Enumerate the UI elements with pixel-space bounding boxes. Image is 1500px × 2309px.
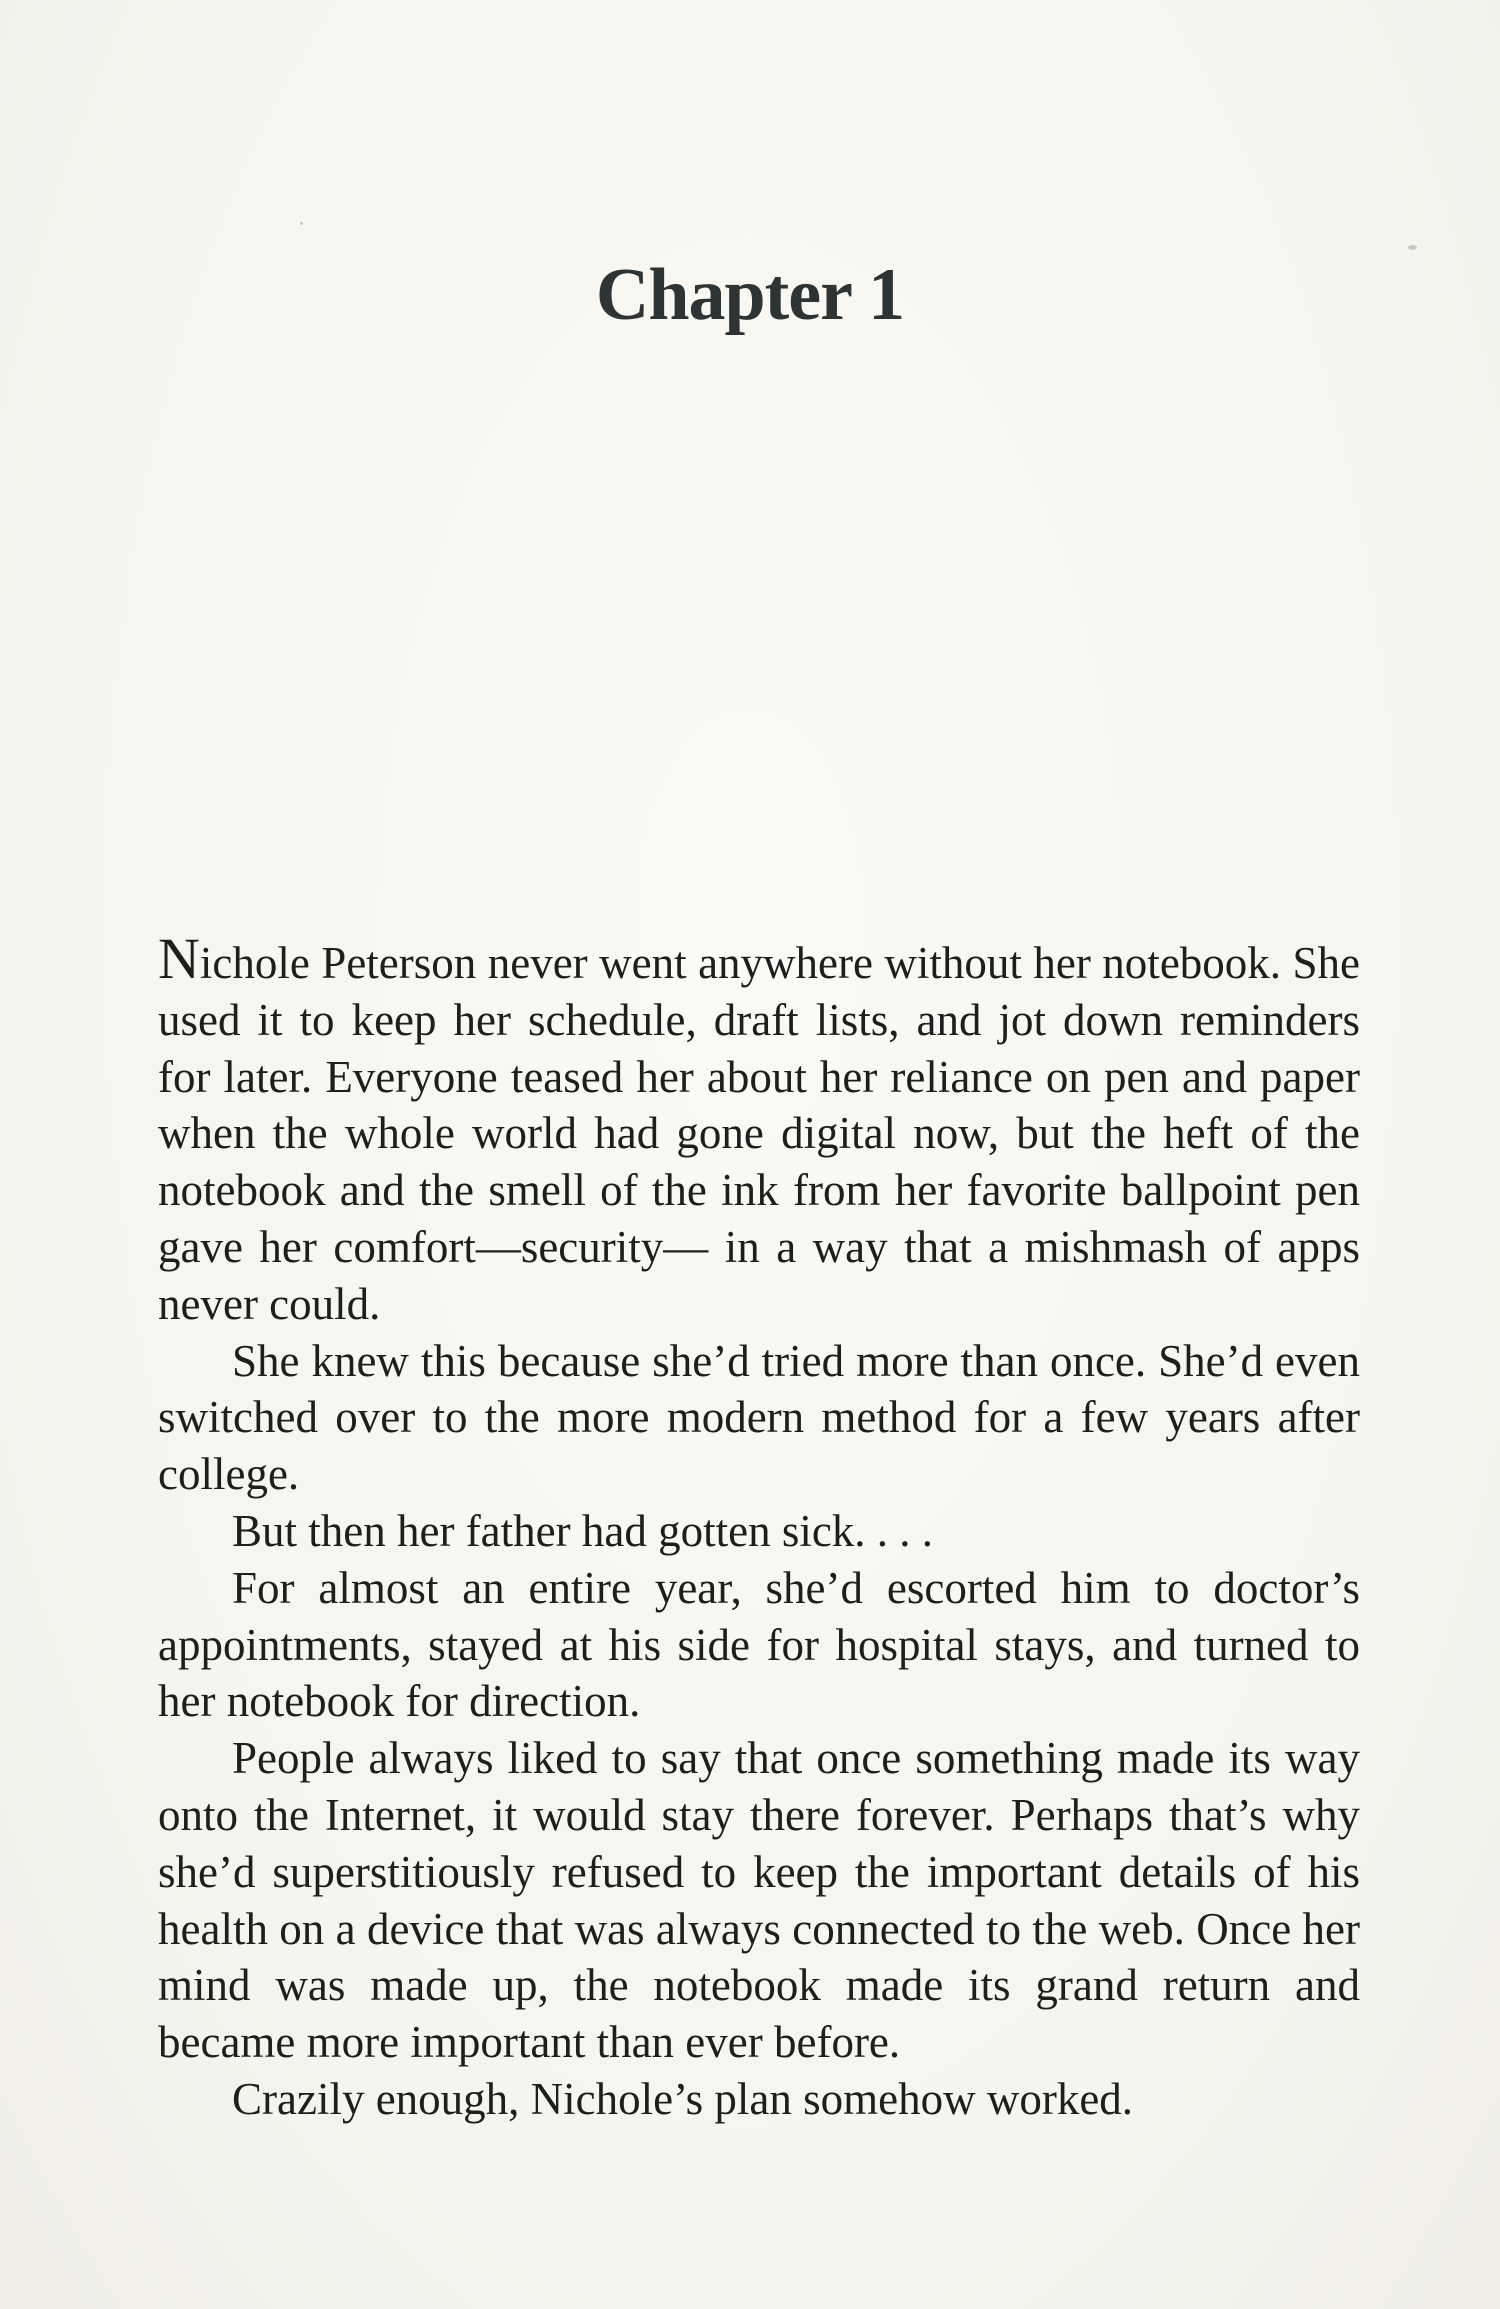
page-speck: [300, 222, 303, 225]
paragraph-1: [158, 926, 1360, 1333]
drop-initial: N: [158, 926, 200, 991]
paragraph-1-text: ichole Peterson never went anywhere without her notebook. She used it to keep her schedule, draft lists, and jot down reminders for later. Everyone teased her about her reliance on pen and paper when the whole world had gone digital now, but the heft of the notebook and the smell of the ink from her favorite ballpoint pen gave her comfort—security— in a way that a mishmash of apps never could.: [158, 938, 1360, 1329]
paragraph-3: But then her father had gotten sick. . . .: [232, 1505, 934, 1556]
paragraph-4: For almost an entire year, she’d escorted him to doctor’s appointments, stayed at his side for hospital stays, and turned to her notebook for direction.: [158, 1562, 1360, 1727]
paragraph-6: Crazily enough, Nichole’s plan somehow worked.: [232, 2073, 1134, 2124]
paragraph-2: She knew this because she’d tried more than once. She’d even switched over to the more modern method for a few years after college.: [158, 1335, 1360, 1500]
paragraph-5: People always liked to say that once something made its way onto the Internet, it would stay there forever. Perhaps that’s why she’d superstitiously refused to keep the important details of his health on a device that was always connected to the web. Once her mind was made up, the notebook made its grand return and became more important than ever before.: [158, 1733, 1360, 2068]
page-speck: [1408, 245, 1417, 250]
chapter-body: [158, 926, 1360, 2128]
chapter-title: Chapter 1: [595, 254, 905, 336]
